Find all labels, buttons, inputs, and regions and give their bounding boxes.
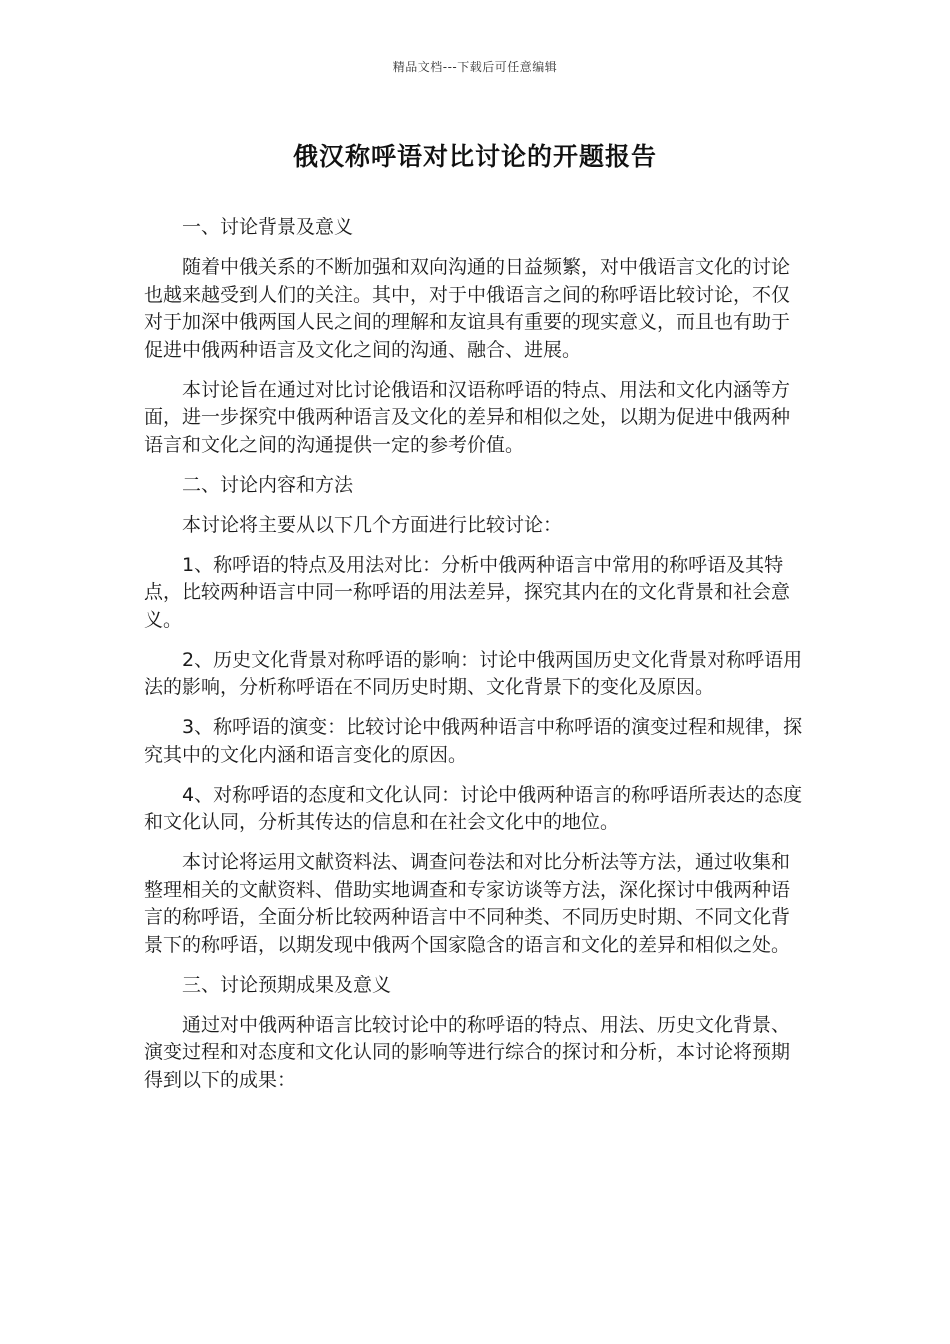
section-heading-expected-results: 三、讨论预期成果及意义: [182, 973, 392, 996]
section-heading-background: 一、讨论背景及意义: [182, 216, 354, 238]
header-note: 精品文档---下载后可任意编辑: [392, 60, 558, 74]
paragraph: 本讨论将运用文献资料法、调查问卷法和对比分析法等方法，通过收集和整理相关的文献资料、借助实地调查和专家访谈等方法，深化探讨中俄两种语言的称呼语，全面分析比较两种语言中不同种类、不同历史时期、不同文化背景下的称呼语，以期发现中俄两个国家隐含的语言和文化的差异和相似之处。: [144, 851, 791, 956]
paragraph: 本讨论将主要从以下几个方面进行比较讨论：: [182, 513, 563, 536]
list-item-paragraph: 1、称呼语的特点及用法对比：分析中俄两种语言中常用的称呼语及其特点，比较两种语言中同一称呼语的用法差异，探究其内在的文化背景和社会意义。: [144, 553, 791, 631]
list-item-paragraph: 2、历史文化背景对称呼语的影响：讨论中俄两国历史文化背景对称呼语用法的影响，分析称呼语在不同历史时期、文化背景下的变化及原因。: [144, 648, 803, 698]
list-item-paragraph: 3、称呼语的演变：比较讨论中俄两种语言中称呼语的演变过程和规律，探究其中的文化内涵和语言变化的原因。: [144, 716, 803, 766]
paragraph: 随着中俄关系的不断加强和双向沟通的日益频繁，对中俄语言文化的讨论也越来越受到人们的关注。其中，对于中俄语言之间的称呼语比较讨论，不仅对于加深中俄两国人民之间的理解和友谊具有重要的现实意义，而且也有助于促进中俄两种语言及文化之间的沟通、融合、进展。: [144, 256, 791, 361]
paragraph: 本讨论旨在通过对比讨论俄语和汉语称呼语的特点、用法和文化内涵等方面，进一步探究中俄两种语言及文化的差异和相似之处，以期为促进中俄两种语言和文化之间的沟通提供一定的参考价值。: [144, 378, 791, 456]
paragraph: 通过对中俄两种语言比较讨论中的称呼语的特点、用法、历史文化背景、演变过程和对态度和文化认同的影响等进行综合的探讨和分析，本讨论将预期得到以下的成果：: [144, 1013, 791, 1091]
section-heading-content-methods: 二、讨论内容和方法: [182, 473, 354, 496]
document-title: 俄汉称呼语对比讨论的开题报告: [292, 142, 657, 171]
list-item-paragraph: 4、对称呼语的态度和文化认同：讨论中俄两种语言的称呼语所表达的态度和文化认同，分析其传达的信息和在社会文化中的地位。: [144, 783, 803, 833]
document-body: [144, 214, 808, 1107]
